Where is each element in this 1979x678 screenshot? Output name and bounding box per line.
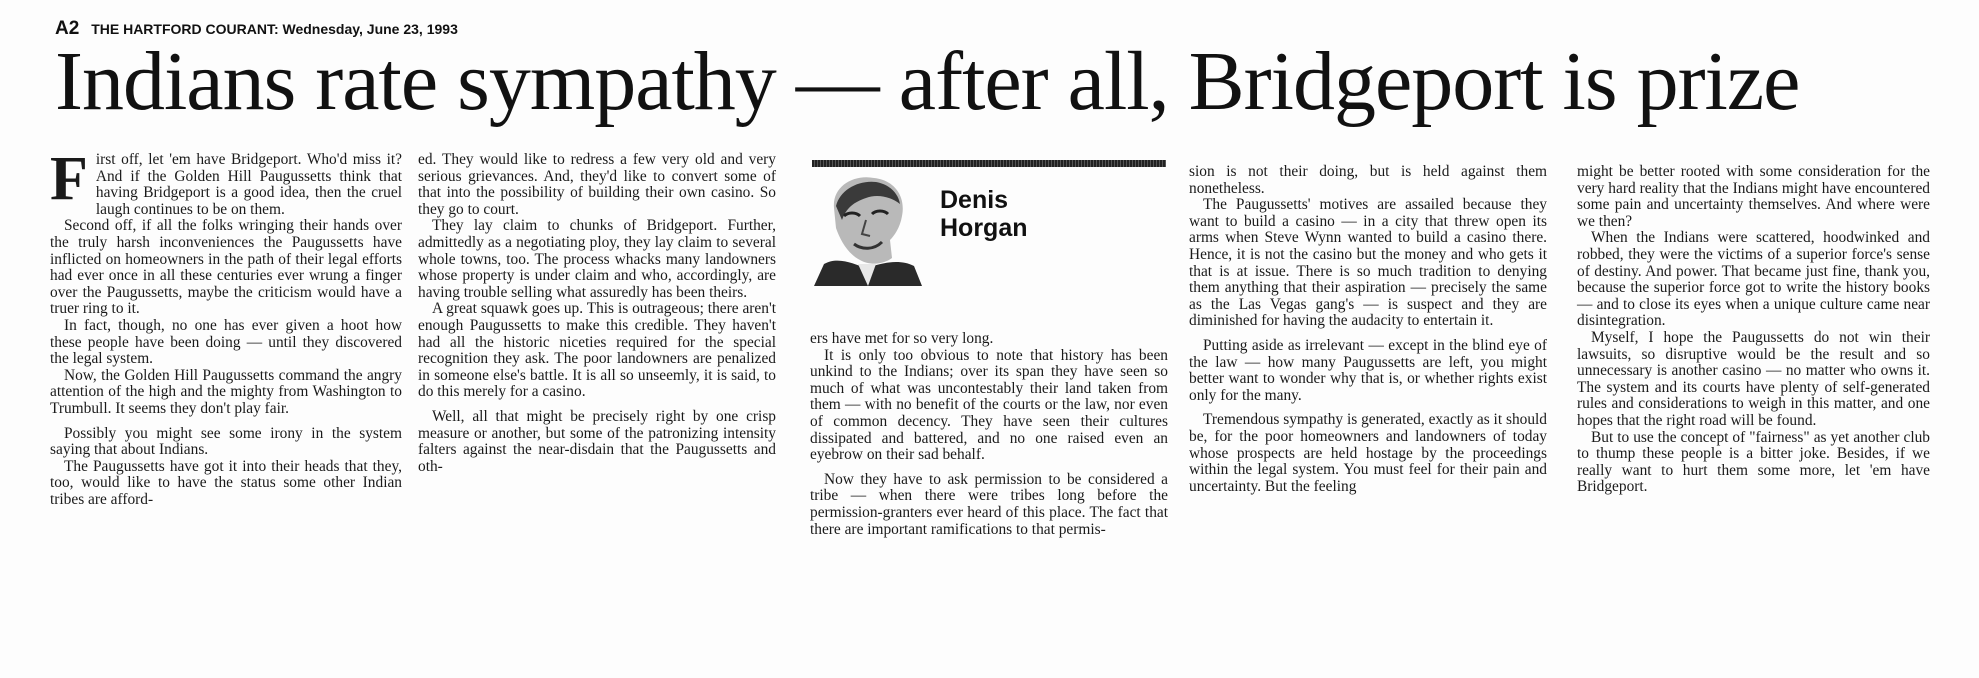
article-column-5: [1577, 164, 1930, 496]
byline-author: [940, 186, 1028, 242]
article-column-1: [50, 145, 402, 508]
paragraph: The Paugussetts' motives are assailed because they want to build a casino — in a city that threw open its arms when Steve Wynn wanted to build a casino there. Hence, it is not the casino but the money and who gets it that is at issue. There is so much tradition to denying them anything that their aspiration — precisely the same as the Las Vegas gang's — is suspect and they are diminished for having the audacity to entertain it.: [1189, 196, 1547, 330]
article-column-2: [418, 152, 776, 475]
paragraph: In fact, though, no one has ever given a hoot how these people have been doing — until they discovered the legal system.: [50, 316, 402, 368]
paragraph: Well, all that might be precisely right by one crisp measure or another, but some of the patronizing intensity falters against the near-disdain that the Paugussetts and oth-: [418, 407, 776, 475]
paragraph: Tremendous sympathy is generated, exactly as it should be, for the poor homeowners and landowners of today whose prospects are held hostage by the proceedings within the legal system. You must feel for their pain and uncertainty. But the feeling: [1189, 411, 1547, 495]
byline-last-name: Horgan: [940, 214, 1028, 242]
paragraph-text: irst off, let 'em have Bridgeport. Who'd miss it? And if the Golden Hill Paugussetts think that having Bridgeport is a good idea, then the cruel laugh continues to be on them.: [95, 151, 402, 218]
headline: Indians rate sympathy — after all, Bridgeport is prize: [55, 35, 1800, 128]
paragraph: The Paugussetts have got it into their heads that they, too, would like to have the status some other Indian tribes are afford-: [50, 457, 402, 508]
paragraph: might be better rooted with some consideration for the very hard reality that the Indians might have encountered some pain and uncertainty themselves. And where were we then?: [1577, 163, 1930, 230]
paragraph: It is only too obvious to note that history has been unkind to the Indians; over its span they have seen so much of what was uncontestably their land taken from them — with no benefit of the courts or the law, nor even of common decency. They have seen their cultures dissipated and battered, and no one raised even an eyebrow on their sad behalf.: [810, 346, 1168, 464]
paragraph: Second off, if all the folks wringing their hands over the truly harsh inconveniences the Paugussetts have inflicted on homeowners in the path of their legal efforts had ever once in all these centuries ever wrung a finger over the Paugussetts, maybe the criticism would have a truer ring to it.: [50, 217, 402, 318]
paragraph: They lay claim to chunks of Bridgeport. Further, admittedly as a negotiating ploy, they lay claim to several whole towns, too. The process whacks many landowners whose property is under claim and who, accordingly, are having trouble selling what assuredly has been theirs.: [418, 217, 776, 301]
drop-cap: F: [50, 145, 88, 213]
folio-dateline: THE HARTFORD COURANT: Wednesday, June 23, 1993: [91, 21, 458, 37]
paragraph: Now, the Golden Hill Paugussetts command the angry attention of the high and the mighty from Washington to Trumbull. It seems they don't play fair.: [50, 366, 402, 417]
paragraph: [50, 145, 402, 218]
paragraph: sion is not their doing, but is held against them nonetheless.: [1189, 163, 1547, 197]
paragraph: But to use the concept of "fairness" as yet another club to thump these people is a bitter joke. Besides, if we really want to hurt them some more, let 'em have Bridgeport.: [1577, 428, 1930, 496]
page-number: A2: [55, 18, 80, 39]
paragraph: When the Indians were scattered, hoodwinked and robbed, they were the victims of a superior force's sense of destiny. And power. That became just fine, thank you, because the superior force got to write the history books — and to close its eyes when a unique culture came near disintegration.: [1577, 229, 1930, 330]
byline-rule: [812, 160, 1166, 167]
byline-first-name: Denis: [940, 186, 1009, 214]
paragraph: Now they have to ask permission to be considered a tribe — when there were tribes long before the permission-granters ever heard of this place. The fact that there are important ramifications to that permis-: [810, 470, 1168, 538]
paragraph: ers have met for so very long.: [810, 330, 994, 347]
columnist-portrait-icon: [814, 168, 922, 286]
paragraph: A great squawk goes up. This is outrageous; there aren't enough Paugussetts to make this credible. They haven't had all the historic niceties required for the special recognition they ask. The poor landowners are penalized in someone else's battle. It is all so unseemly, it is said, to do this merely for a casino.: [418, 300, 776, 401]
paragraph: Possibly you might see some irony in the system saying that about Indians.: [50, 424, 402, 459]
paragraph: Putting aside as irrelevant — except in the blind eye of the law — how many Paugussetts are left, you might better want to wonder why that is, or whether rights exist only for the many.: [1189, 336, 1547, 404]
article-column-3: [810, 331, 1168, 538]
paragraph: Myself, I hope the Paugussetts do not win their lawsuits, so disruptive would be the result and so unnecessary is another casino — no matter who owns it. The system and its courts have plenty of self-generated rules and considerations to weigh in this matter, and one hopes that the right road will be found.: [1577, 328, 1930, 429]
paragraph: ed. They would like to redress a few very old and very serious grievances. And, they'd like to convert some of that into the possibility of building their own casino. So they go to court.: [418, 151, 776, 218]
article-column-4: [1189, 164, 1547, 495]
columnist-byline-box: [812, 160, 1166, 288]
